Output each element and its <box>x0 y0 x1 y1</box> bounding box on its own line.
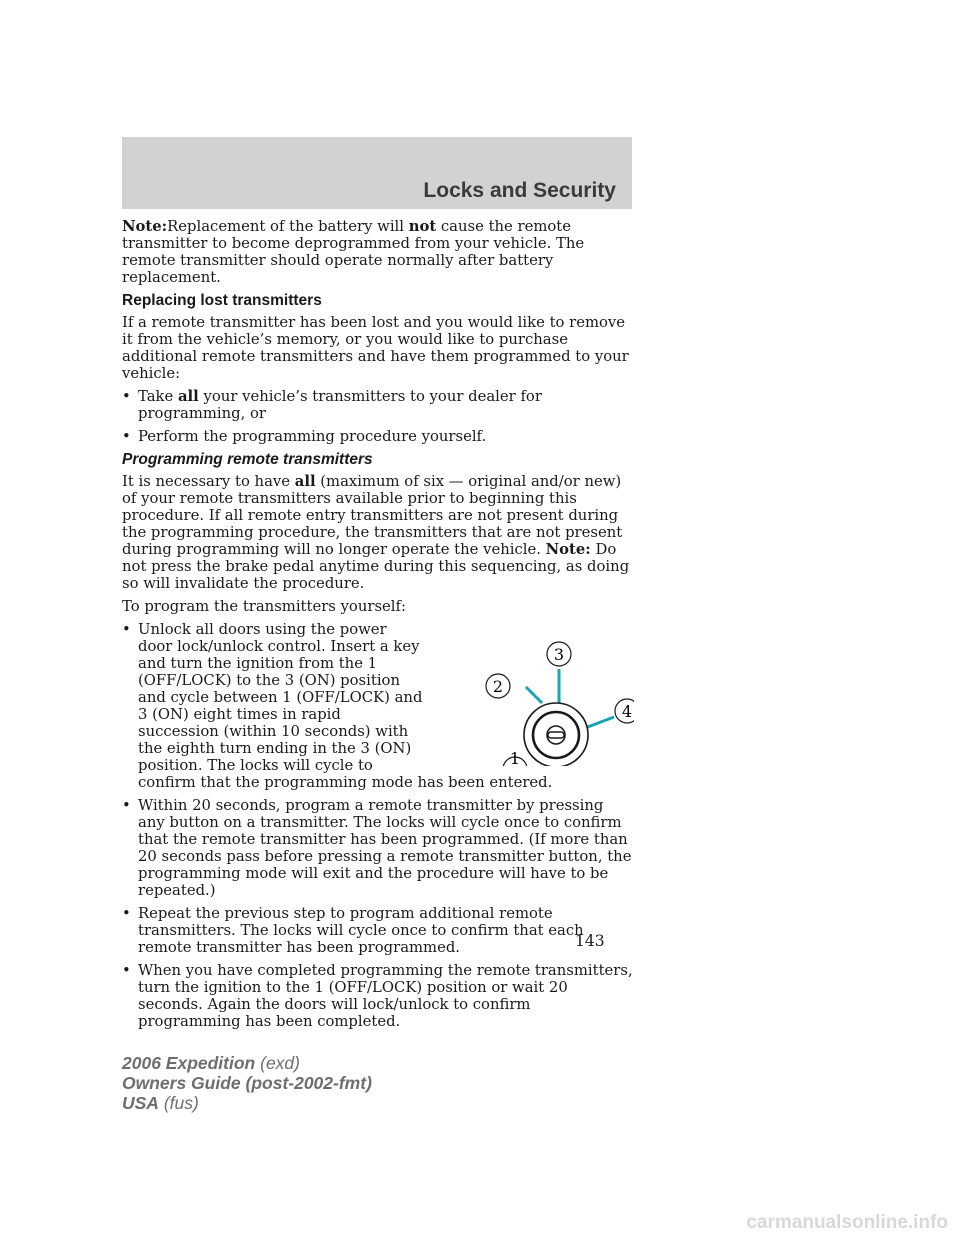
paragraph-programming-requirements: It is necessary to have all (maximum of six — original and/or new) of your remote transmitters available prior to beginning this procedure. If all remote entry transmitters are not present during the programming procedure, the transmitters that are not present during programming will no longer operate the vehicle. Note: Do not press the brake pedal anytime during this sequencing, as doing so will invalidate the procedure. <box>122 473 630 592</box>
heading-programming-remote-transmitters: Programming remote transmitters <box>122 451 373 468</box>
list-item: 3 2 4 1 • Unlock all doors using the power door lock/unlock control. Insert a key and turn the ignition from the 1 (OFF/LOCK) to the 3 (ON) position and cycle between 1 (OFF/LOCK) and 3 (ON) eight times in rapid succession (within 10 seconds) with the eighth turn ending in the 3 (ON) position. The locks will cycle to confirm that the programming mode has been entered. <box>122 621 634 791</box>
key-slot-icon <box>548 732 564 738</box>
heading-replacing-lost-transmitters: Replacing lost transmitters <box>122 292 322 309</box>
position-label-2: 2 <box>492 677 504 696</box>
ignition-positions-diagram <box>434 621 634 766</box>
list-item: • Take all your vehicle’s transmitters to your dealer for programming, or <box>122 388 542 422</box>
list-item: • Perform the programming procedure yourself. <box>122 428 487 445</box>
section-title: Locks and Security <box>423 179 616 202</box>
list-item: • Within 20 seconds, program a remote transmitter by pressing any button on a transmitter. The locks will cycle once to confirm that the remote transmitter has been programmed. (If more than 20 seconds pass before pressing a remote transmitter button, the programming mode will exit and the procedure will have to be repeated.) <box>122 797 632 899</box>
position-line-4 <box>585 717 614 728</box>
note-battery: Note:Replacement of the battery will not cause the remote transmitter to become deprogrammed from your vehicle. The remote transmitter should operate normally after battery replacement. <box>122 218 585 286</box>
list-item: • When you have completed programming the remote transmitters, turn the ignition to the 1 (OFF/LOCK) position or wait 20 seconds. Again the doors will lock/unlock to confirm programming has been completed. <box>122 962 633 1030</box>
page-number: 143 <box>575 932 605 950</box>
footer-line-model: 2006 Expedition (exd) <box>122 1053 300 1073</box>
programming-steps-list <box>122 621 634 1030</box>
step-1-text: Unlock all doors using the power door lock/unlock control. Insert a key and turn the ignition from the 1 (OFF/LOCK) to the 3 (ON) position and cycle between 1 (OFF/LOCK) and 3 (ON) eight times in rapid succession (within 10 seconds) with the eighth turn ending in the 3 (ON) position. The locks will cycle to confirm that the programming mode has been entered. <box>138 621 553 791</box>
position-label-1: 1 <box>509 749 521 766</box>
position-line-2 <box>526 687 542 703</box>
watermark: carmanualsonline.info <box>746 1212 948 1233</box>
document-footer <box>122 1053 372 1113</box>
paragraph-program-intro: To program the transmitters yourself: <box>122 598 406 615</box>
page-content <box>122 218 634 1036</box>
paragraph-replacing-intro: If a remote transmitter has been lost and you would like to remove it from the vehicle’s memory, or you would like to purchase additional remote transmitters and have them programmed to your vehicle: <box>122 314 629 382</box>
footer-line-guide: Owners Guide (post-2002-fmt) <box>122 1073 372 1093</box>
position-label-4: 4 <box>621 702 633 721</box>
footer-line-region: USA (fus) <box>122 1093 199 1113</box>
replacing-options-list <box>122 388 634 445</box>
section-header-band <box>122 137 632 209</box>
ignition-diagram-svg <box>434 621 634 766</box>
list-item: • Repeat the previous step to program additional remote transmitters. The locks will cycle once to confirm that each remote transmitter has been programmed. <box>122 905 584 956</box>
position-label-3: 3 <box>553 645 565 664</box>
note-label: Note: <box>122 218 168 235</box>
